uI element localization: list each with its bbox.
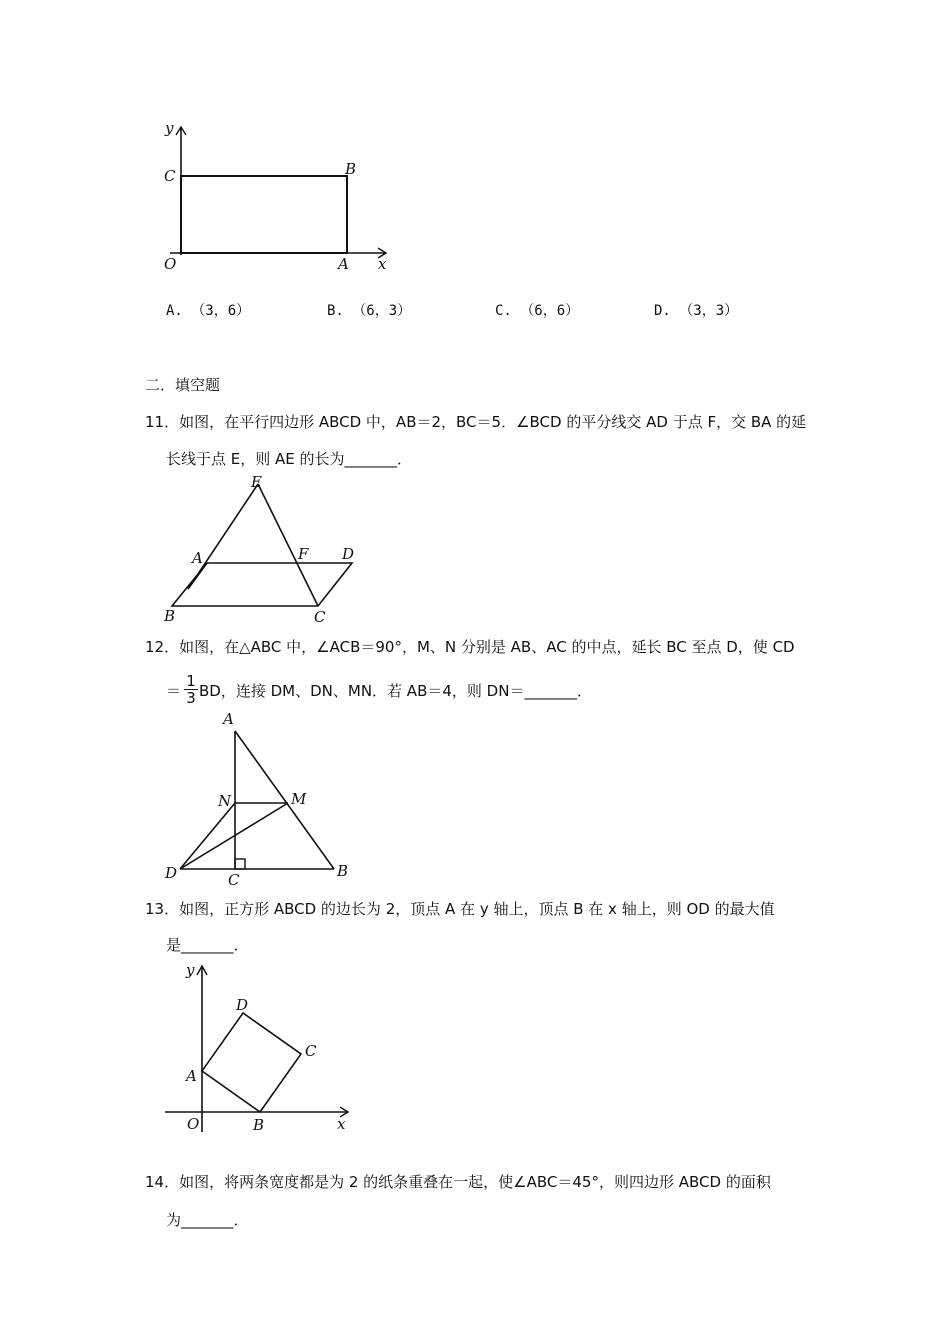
q13-line1: 13．如图，正方形 ABCD 的边长为 2，顶点 A 在 y 轴上，顶点 B 在 x 轴上，则 OD 的最大值 (145, 900, 775, 918)
q12-line1: 12．如图，在△ABC 中，∠ACB＝90°，M、N 分别是 AB、AC 的中点，延长 BC 至点 D，使 CD (145, 638, 795, 656)
q12-line2: BD，连接 DM、DN、MN．若 AB＝4，则 DN＝_______． (199, 682, 592, 700)
option-b-value: （6，3） (352, 303, 412, 319)
option-a-value: （3，6） (191, 303, 251, 319)
q10-figure (150, 115, 410, 275)
q13-line2: 是_______． (166, 936, 249, 954)
point-D-label: D (165, 864, 178, 882)
option-d-value: （3，3） (679, 303, 739, 319)
option-b (327, 300, 411, 320)
point-D-label: D (342, 545, 355, 563)
point-F-label: F (298, 545, 309, 563)
point-A-label: A (186, 1067, 197, 1085)
point-D-label: D (236, 996, 249, 1014)
point-C-label: C (228, 871, 240, 889)
point-A-label: A (338, 255, 349, 273)
point-A-label: A (223, 710, 234, 728)
q11-line2: 长线于点 E，则 AE 的长为_______． (166, 450, 413, 468)
q14-line1: 14．如图，将两条宽度都是为 2 的纸条重叠在一起，使∠ABC＝45°，则四边形 ABCD 的面积 (145, 1173, 771, 1191)
option-a-letter: A. (166, 303, 183, 319)
option-a (166, 300, 250, 320)
point-E-label: E (251, 473, 262, 491)
point-C-label: C (164, 167, 176, 185)
q12-fraction (184, 673, 198, 706)
point-M-label: M (291, 790, 307, 808)
q11-line1: 11．如图，在平行四边形 ABCD 中，AB＝2，BC＝5．∠BCD 的平分线交 AD 于点 F，交 BA 的延 (145, 413, 807, 431)
option-c (495, 300, 579, 320)
option-c-letter: C. (495, 303, 512, 319)
point-O-label: O (164, 255, 177, 273)
option-d-letter: D. (654, 303, 671, 319)
q12-frac-den: 3 (186, 689, 196, 707)
q14-line2: 为_______． (166, 1211, 249, 1229)
axis-x-label: x (337, 1115, 346, 1133)
q11-figure (160, 470, 370, 630)
point-C-label: C (305, 1042, 317, 1060)
point-N-label: N (218, 792, 232, 810)
axis-y-label: y (165, 119, 174, 137)
option-b-letter: B. (327, 303, 344, 319)
point-B-label: B (253, 1116, 265, 1134)
point-B-label: B (164, 607, 176, 625)
point-C-label: C (314, 608, 326, 626)
axis-y-label: y (186, 961, 195, 979)
q12-eq: ＝ (166, 682, 182, 700)
point-B-label: B (345, 160, 357, 178)
q13-figure (160, 958, 360, 1138)
section-title: 二．填空题 (145, 376, 221, 394)
axis-x-label: x (378, 255, 387, 273)
option-d (654, 300, 738, 320)
point-A-label: A (192, 549, 203, 567)
option-c-value: （6，6） (520, 303, 580, 319)
point-O-label: O (187, 1115, 200, 1133)
q12-figure (160, 710, 360, 890)
point-B-label: B (337, 862, 349, 880)
q12-frac-num: 1 (186, 672, 196, 690)
